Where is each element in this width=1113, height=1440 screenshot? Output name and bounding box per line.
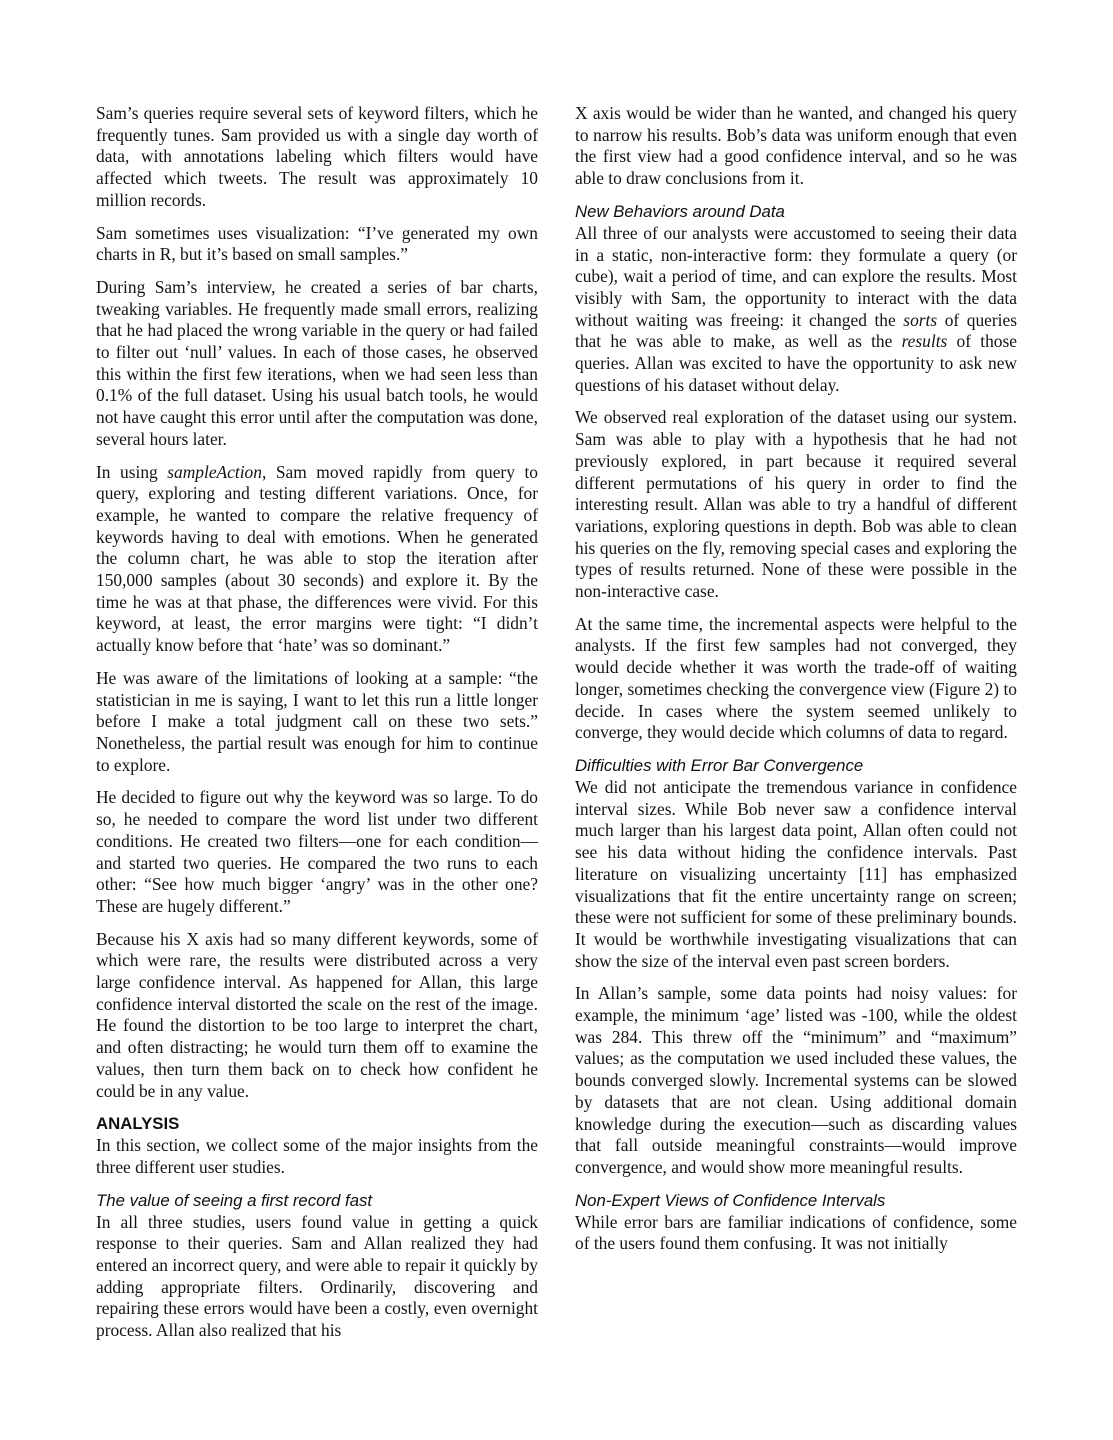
paragraph: [575, 1212, 1017, 1255]
paragraph: [575, 983, 1017, 1178]
text-run: At the same time, the incremental aspects were helpful to the analysts. If the first few samples had not converged, they would decide whether it was worth the trade-off of waiting longer, sometimes checking the convergence view (Figure 2) to decide. In cases where the system seemed unlikely to converge, they would decide which columns of data to regard.: [575, 613, 1017, 743]
text-run: In this section, we collect some of the major insights from the three different user studies.: [96, 1135, 538, 1177]
text-run: All three of our analysts were accustomed to seeing their data in a static, non-interactive form: they formulate a query (or cube), wait a period of time, and can explore the results. Most visibly with Sam, the opportunity to interact with the data without waiting was freeing: it changed the: [575, 222, 1017, 330]
text-run: We did not anticipate the tremendous variance in confidence interval sizes. While Bob never saw a confidence interval much larger than his largest data point, Allan often could not see his data without hiding the confidence intervals. Past literature on visualizing uncertainty [11] has emphasized visualizations that fit the entire uncertainty range on screen; these were not sufficient for some of these preliminary bounds. It would be worthwhile investigating visualizations that can show the size of the interval even past screen borders.: [575, 776, 1017, 971]
text-run: Because his X axis had so many different keywords, some of which were rare, the results were distributed across a very large confidence interval. As happened for Allan, this large confidence interval distorted the scale on the rest of the image. He found the distortion to be too large to interpret the chart, and often distracting; he would turn them off to examine the values, then turn them back on to check how confident he could be in any value.: [96, 928, 538, 1101]
subsection-heading: Non-Expert Views of Confidence Intervals: [575, 1190, 886, 1210]
text-run: of those queries. Allan was excited to have the opportunity to ask new questions of his dataset without delay.: [575, 331, 1017, 395]
text-run: He was aware of the limitations of looking at a sample: “the statistician in me is saying, I want to let this run a little longer before I make a total judgment call on these two sets.” Nonetheless, the partial result was enough for him to continue to explore.: [96, 667, 538, 775]
paragraph: [96, 668, 538, 777]
paragraph: [96, 103, 538, 212]
paragraph: [575, 223, 1017, 397]
text-run: While error bars are familiar indications of confidence, some of the users found them confusing. It was not initially: [575, 1211, 1017, 1254]
paragraph: [96, 277, 538, 451]
text-run: X axis would be wider than he wanted, and changed his query to narrow his results. Bob’s data was uniform enough that even the first view had a good confidence interval, and so he was able to draw conclusions from it.: [575, 103, 1017, 189]
emphasized-text: sorts: [903, 309, 938, 330]
emphasized-text: results: [901, 331, 948, 352]
paragraph: [96, 787, 538, 917]
subsection-heading: Difficulties with Error Bar Convergence: [575, 755, 864, 775]
subsection-heading: The value of seeing a first record fast: [96, 1190, 373, 1210]
text-run: Sam’s queries require several sets of keyword filters, which he frequently tunes. Sam provided us with a single day worth of data, with annotations labeling which filters would have affected which tweets. The result was approximately 10 million records.: [96, 103, 538, 210]
paragraph: [575, 103, 1017, 190]
text-run: In using: [96, 461, 168, 482]
right-column: [575, 103, 1017, 1353]
paragraph: [575, 777, 1017, 972]
text-run: In Allan’s sample, some data points had noisy values: for example, the minimum ‘age’ listed was -100, while the oldest was 284. This threw off the “minimum” and “maximum” values; as the computation we used included these values, the bounds converged slowly. Incremental systems can be slowed by datasets that are not clean. Using additional domain knowledge during the execution—such as discarding values that fall outside meaningful constraints—would improve convergence, and would show more meaningful results.: [575, 983, 1017, 1177]
text-run: He decided to figure out why the keyword was so large. To do so, he needed to compare the word list under two different conditions. He created two filters—one for each condition—and started two queries. He compared the two runs to each other: “See how much bigger ‘angry’ was in the other one? These are hugely different.”: [96, 787, 538, 916]
paragraph: [96, 223, 538, 266]
page-content: [96, 103, 1017, 1353]
paragraph: [575, 614, 1017, 744]
text-run: During Sam’s interview, he created a series of bar charts, tweaking variables. He frequently made small errors, realizing that he had placed the wrong variable in the query or had failed to filter out ‘null’ values. In each of those cases, he observed this within the first few iterations, when we had seen less than 0.1% of the full dataset. Using his usual batch tools, he would not have caught this error until after the computation was done, several hours later.: [96, 276, 538, 449]
text-run: Sam sometimes uses visualization: “I’ve generated my own charts in R, but it’s based on small samples.”: [96, 222, 538, 265]
paragraph: [96, 1212, 538, 1342]
subsection-heading: New Behaviors around Data: [575, 201, 785, 221]
text-run: In all three studies, users found value in getting a quick response to their queries. Sam and Allan realized they had entered an incorrect query, and were able to repair it quickly by adding appropriate filters. Ordinarily, discovering and repairing these errors would have been a costly, even overnight process. Allan also realized that his: [96, 1211, 538, 1341]
text-run: of queries that he was able to make, as well as the: [575, 309, 1017, 352]
emphasized-text: sampleAction: [167, 461, 262, 482]
section-heading: ANALYSIS: [96, 1114, 180, 1134]
text-run: , Sam moved rapidly from query to query, exploring and testing different variations. Once, for example, he wanted to compare the relative frequency of keywords having to deal with emotions. When he generated the column chart, he was able to stop the iteration after 150,000 samples (about 30 seconds) and explore it. By the time he was at that phase, the differences were vivid. For this keyword, at least, the error margins were tight: “I didn’t actually know before that ‘hate’ was so dominant.”: [96, 461, 538, 656]
paragraph: [96, 462, 538, 657]
left-column: [96, 103, 538, 1353]
paragraph: [96, 1135, 538, 1178]
text-run: We observed real exploration of the dataset using our system. Sam was able to play with a hypothesis that he had not previously explored, in part because it required several different permutations of his query in order to find the interesting result. Allan was able to try a handful of different variations, exploring questions in depth. Bob was able to clean his queries on the fly, removing special cases and exploring the types of results returned. None of these were possible in the non-interactive case.: [575, 407, 1017, 602]
paragraph: [575, 407, 1017, 602]
paragraph: [96, 929, 538, 1103]
